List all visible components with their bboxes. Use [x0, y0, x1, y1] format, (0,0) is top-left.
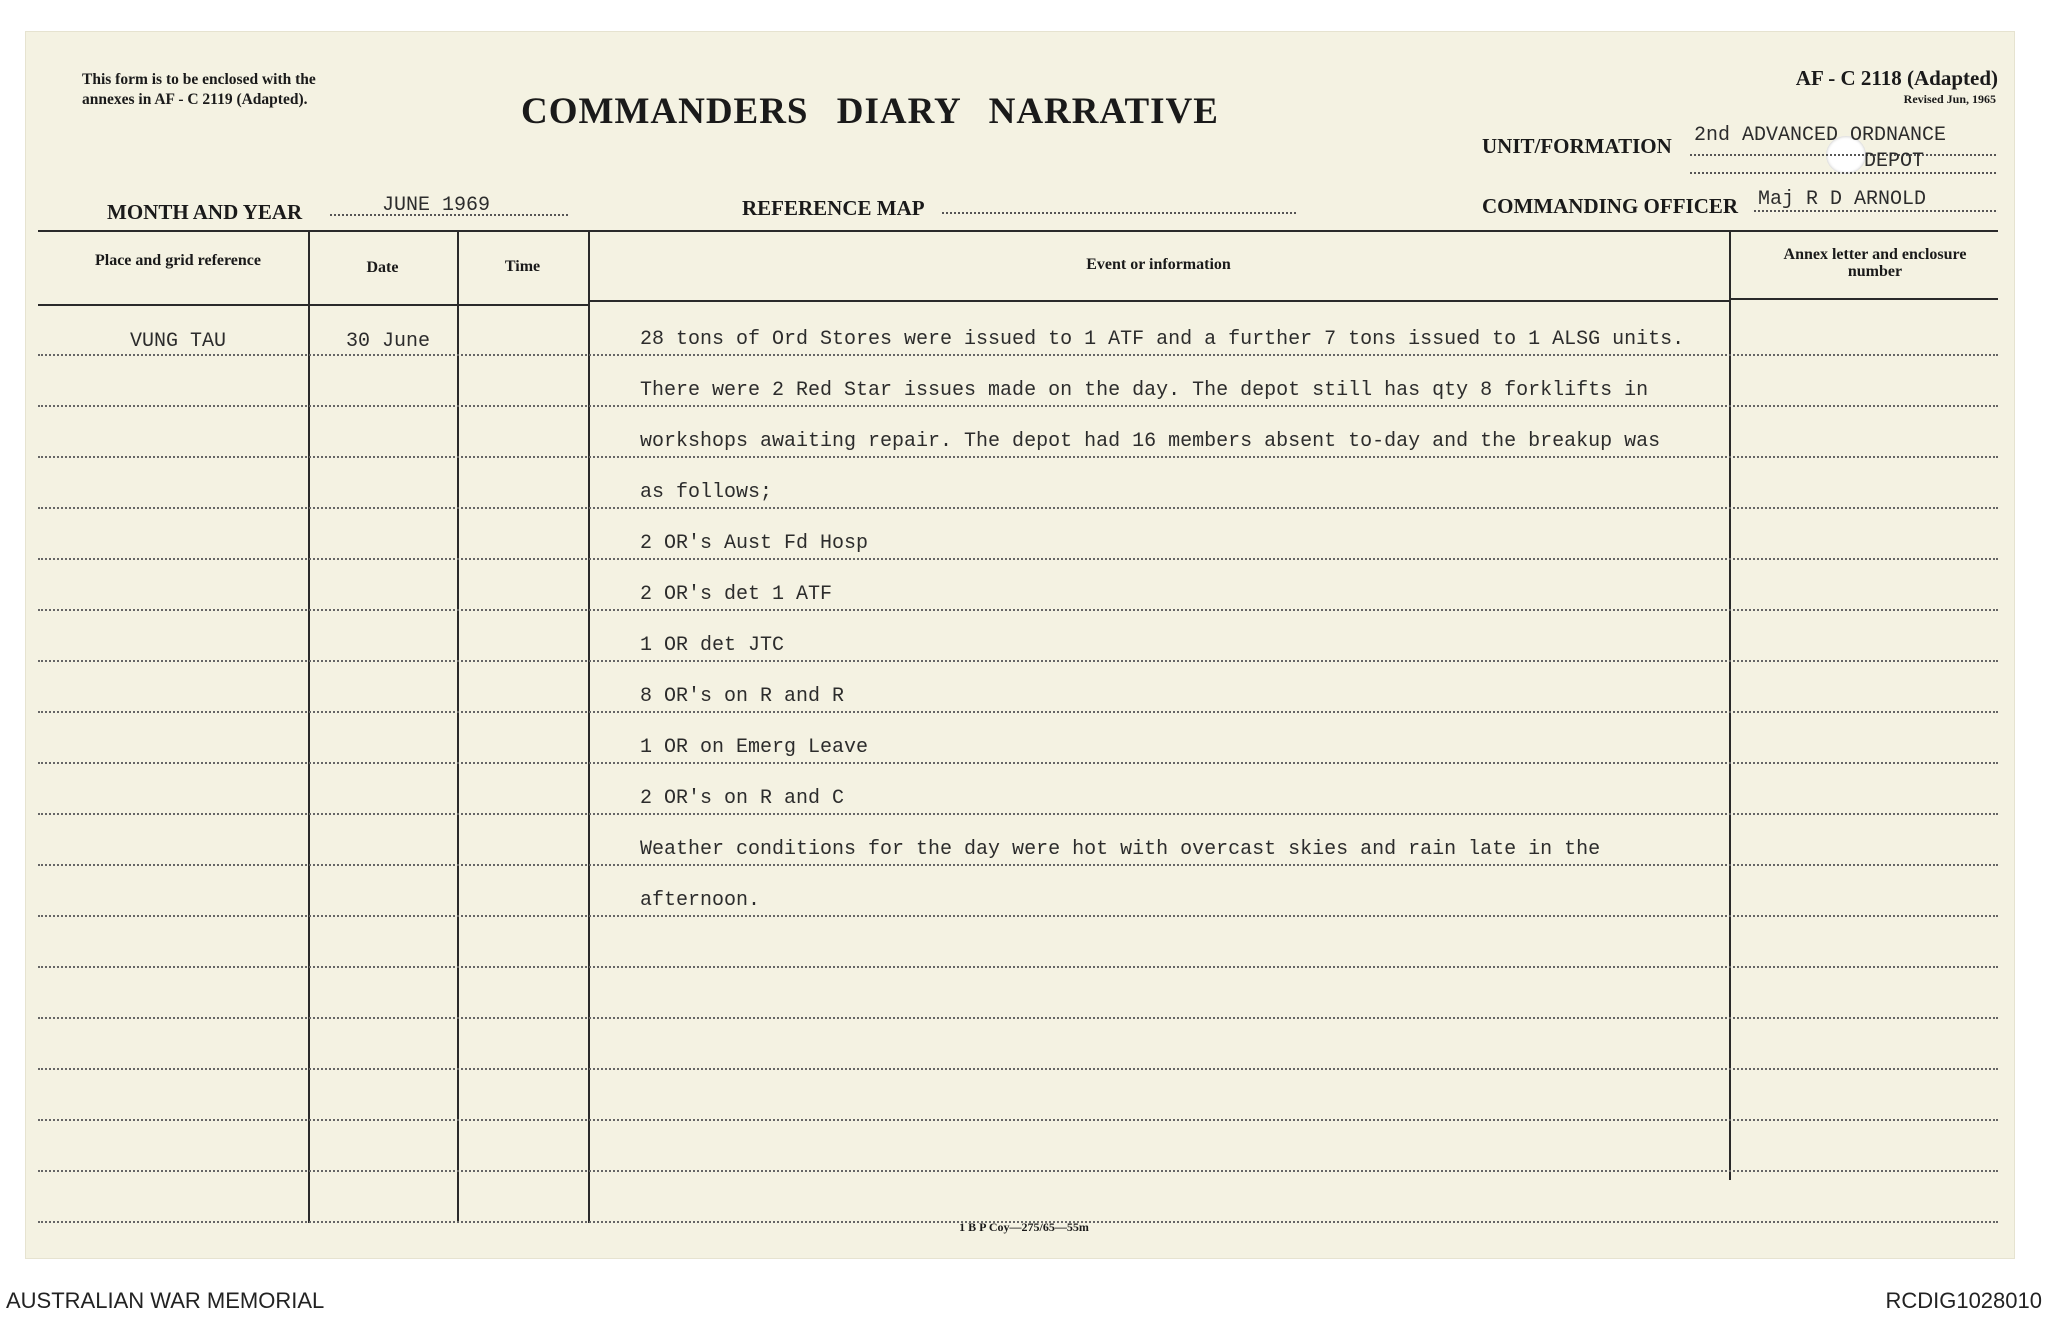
commanding-officer-dotted-line [1754, 210, 1996, 212]
unit-formation-value-line1: 2nd ADVANCED ORDNANCE [1694, 124, 1947, 147]
ruled-line [38, 354, 1998, 356]
ruled-line [38, 660, 1998, 662]
header-underline-date [308, 304, 457, 306]
note-line-2: annexes in AF - C 2119 (Adapted). [82, 91, 308, 108]
revised-date: Revised Jun, 1965 [1903, 92, 1996, 106]
ruled-line [38, 711, 1998, 713]
form-number: AF - C 2118 (Adapted) [1795, 66, 1998, 90]
ruled-line [38, 1068, 1998, 1070]
month-year-dotted-line [330, 214, 568, 216]
ruled-line [38, 1017, 1998, 1019]
entry-date: 30 June [346, 330, 431, 353]
column-divider-date-time [457, 230, 459, 1223]
column-divider-time-event [588, 230, 590, 1223]
header-underline-annex [1729, 298, 1998, 300]
entry-line: workshops awaiting repair. The depot had 16 members absent to-day and the breakup was [640, 430, 1661, 453]
entry-place: VUNG TAU [130, 330, 227, 353]
ruled-line [38, 864, 1998, 866]
ruled-line [38, 1170, 1998, 1172]
entry-line: There were 2 Red Star issues made on the day. The depot still has qty 8 forklifts in [640, 379, 1649, 402]
printer-code: 1 B P Coy—275/65—55m [959, 1220, 1089, 1234]
commanding-officer-value: Maj R D ARNOLD [1758, 188, 1927, 211]
ruled-line [38, 915, 1998, 917]
column-header-place: Place and grid reference [94, 252, 262, 269]
month-year-label: MONTH AND YEAR [107, 200, 303, 224]
entry-line: 2 OR's Aust Fd Hosp [640, 532, 869, 555]
column-header-time: Time [504, 258, 541, 275]
column-header-annex: Annex letter and enclosure number [1783, 246, 1967, 280]
reference-map-dotted-line [942, 212, 1296, 214]
column-header-date: Date [366, 259, 399, 276]
ruled-line [38, 405, 1998, 407]
header-underline-event [588, 300, 1729, 302]
reference-map-label: REFERENCE MAP [742, 196, 925, 220]
entry-line: 2 OR's on R and C [640, 787, 845, 810]
ruled-line [38, 456, 1998, 458]
archive-caption-right: RCDIG1028010 [1885, 1288, 2042, 1313]
archive-caption-left: AUSTRALIAN WAR MEMORIAL [6, 1288, 325, 1313]
entry-line: 1 OR on Emerg Leave [640, 736, 869, 759]
table-top-rule [38, 230, 1998, 232]
ruled-line [38, 762, 1998, 764]
ruled-line [38, 813, 1998, 815]
ruled-line [38, 1119, 1998, 1121]
column-divider-place-date [308, 230, 310, 1223]
column-divider-event-annex [1729, 230, 1731, 1180]
ruled-line [38, 609, 1998, 611]
ruled-line [38, 966, 1998, 968]
unit-formation-value-line2: DEPOT [1864, 150, 1925, 173]
header-underline-place [38, 304, 308, 306]
note-line-1: This form is to be enclosed with the [82, 71, 316, 88]
entry-line: 8 OR's on R and R [640, 685, 845, 708]
entry-line: as follows; [640, 481, 773, 504]
entry-line: afternoon. [640, 889, 761, 912]
entry-line: 1 OR det JTC [640, 634, 785, 657]
entry-line: 28 tons of Ord Stores were issued to 1 ATF and a further 7 tons issued to 1 ALSG units. [640, 328, 1685, 351]
unit-formation-dotted-line-2 [1690, 172, 1996, 174]
unit-formation-label: UNIT/FORMATION [1482, 134, 1672, 158]
commanding-officer-label: COMMANDING OFFICER [1482, 194, 1739, 218]
header-underline-time [457, 304, 588, 306]
form-title: COMMANDERS DIARY NARRATIVE [521, 91, 1219, 132]
month-year-value: JUNE 1969 [382, 194, 491, 217]
ruled-line [38, 507, 1998, 509]
entry-line: 2 OR's det 1 ATF [640, 583, 833, 606]
entry-line: Weather conditions for the day were hot with overcast skies and rain late in the [640, 838, 1601, 861]
unit-formation-dotted-line [1690, 154, 1996, 156]
column-header-event: Event or information [1086, 256, 1231, 273]
ruled-line [38, 558, 1998, 560]
